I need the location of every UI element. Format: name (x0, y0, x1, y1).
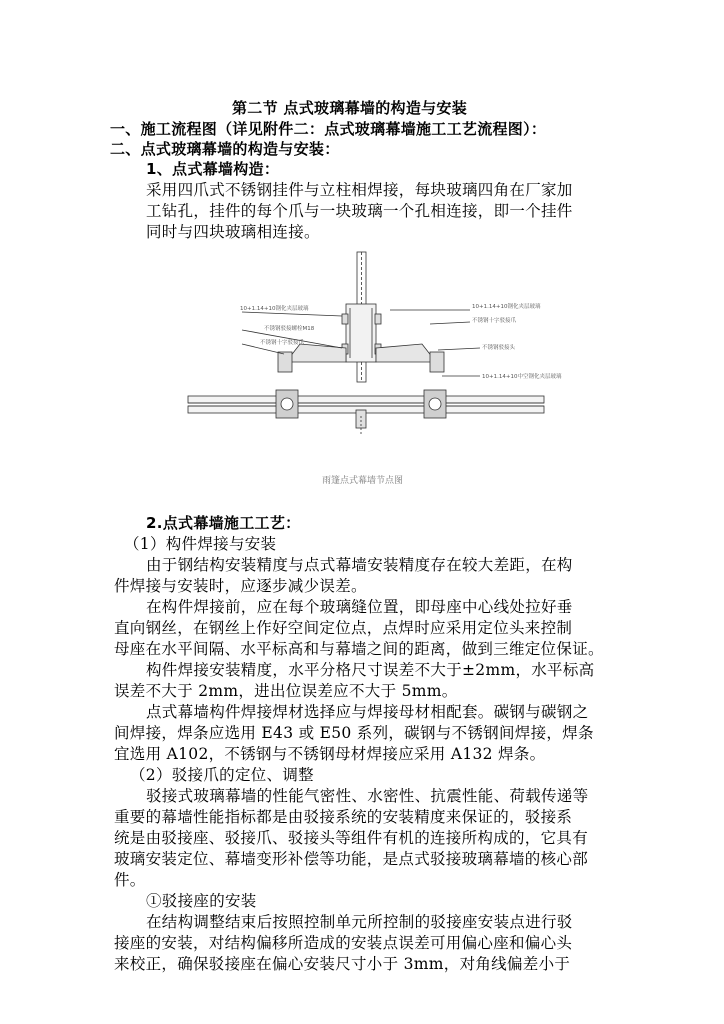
paragraph-line: 采用四爪式不锈钢挂件与立柱相焊接，每块玻璃四角在厂家加 (146, 181, 573, 199)
paragraph-line: 构件焊接安装精度，水平分格尺寸误差不大于±2mm，水平标高 (146, 661, 595, 679)
paragraph-line: 重要的幕墙性能指标都是由驳接系统的安装精度来保证的，驳接系 (114, 808, 573, 826)
label-glass-right: 10+1.14+10钢化夹层玻璃 (472, 304, 541, 310)
label-joint-head: 不锈钢驳接头 (482, 345, 516, 351)
drawing-svg (180, 252, 562, 467)
paragraph-line: 母座在水平间隔、水平标高和与幕墙之间的距离，做到三维定位保证。 (114, 640, 604, 658)
item-heading: （1）构件焊接与安装 (124, 535, 277, 553)
paragraph-line: 在构件焊接前，应在每个玻璃缝位置，即母座中心线处拉好垂 (146, 598, 573, 616)
node-detail-drawing (180, 252, 562, 467)
paragraph-line: 直向钢丝，在钢丝上作好空间定位点，点焊时应采用定位头来控制 (114, 619, 573, 637)
paragraph-line: 件焊接与安装时，应逐步减少误差。 (114, 577, 367, 595)
paragraph-line: 宜选用 A102，不锈钢与不锈钢母材焊接应采用 A132 焊条。 (114, 745, 546, 763)
subheading-process: 2.点式幕墙施工工艺： (146, 514, 301, 532)
label-claw-left: 不锈钢十字驳接爪 (260, 340, 305, 346)
paragraph-line: 由于钢结构安装精度与点式幕墙安装精度存在较大差距，在构 (146, 556, 573, 574)
section-title: 第二节 点式玻璃幕墙的构造与安装 (232, 99, 468, 117)
paragraph-line: 误差不大于 2mm，进出位误差应不大于 5mm。 (114, 682, 458, 700)
paragraph-line: 件。 (114, 871, 146, 889)
paragraph-line: 统是由驳接座、驳接爪、驳接头等组件有机的连接所构成的，它具有 (114, 829, 589, 847)
paragraph-line: 工钻孔，挂件的每个爪与一块玻璃一个孔相连接，即一个挂件 (146, 202, 573, 220)
label-glass-left: 10+1.14+10钢化夹层玻璃 (240, 306, 309, 312)
paragraph-line: 同时与四块玻璃相连接。 (146, 223, 320, 241)
paragraph-line: 来校正，确保驳接座在偏心安装尺寸小于 3mm，对角线偏差小于 (114, 955, 571, 973)
heading-construction-flow: 一、施工流程图（详见附件二：点式玻璃幕墙施工工艺流程图）： (110, 120, 547, 138)
paragraph-line: 间焊接，焊条应选用 E43 或 E50 系列，碳钢与不锈钢间焊接，焊条 (114, 724, 594, 742)
label-claw-right: 不锈钢十字驳接爪 (472, 318, 517, 324)
heading-structure-install: 二、点式玻璃幕墙的构造与安装： (110, 140, 340, 158)
subheading-structure: 1、点式幕墙构造： (146, 160, 280, 178)
label-bolt: 不锈钢驳接螺栓M18 (264, 326, 315, 332)
item-heading: （2）驳接爪的定位、调整 (130, 766, 314, 784)
claw-arm-right (376, 344, 436, 362)
paragraph-line: 驳接式玻璃幕墙的性能气密性、水密性、抗震性能、荷载传递等 (146, 787, 589, 805)
paragraph-line: 在结构调整结束后按照控制单元所控制的驳接座安装点进行驳 (146, 913, 573, 931)
paragraph-line: 玻璃安装定位、幕墙变形补偿等功能，是点式驳接玻璃幕墙的核心部 (114, 850, 589, 868)
paragraph-line: 接座的安装，对结构偏移所造成的安装点误差可用偏心座和偏心头 (114, 934, 573, 952)
label-insulated-glass: 10+1.14+10中空钢化夹层玻璃 (482, 374, 562, 380)
paragraph-line: 点式幕墙构件焊接焊材选择应与焊接母材相配套。碳钢与碳钢之 (146, 703, 589, 721)
glass-pane-top (188, 396, 544, 403)
drawing-caption: 雨篷点式幕墙节点图 (322, 476, 404, 486)
item-heading: ①驳接座的安装 (146, 892, 257, 910)
